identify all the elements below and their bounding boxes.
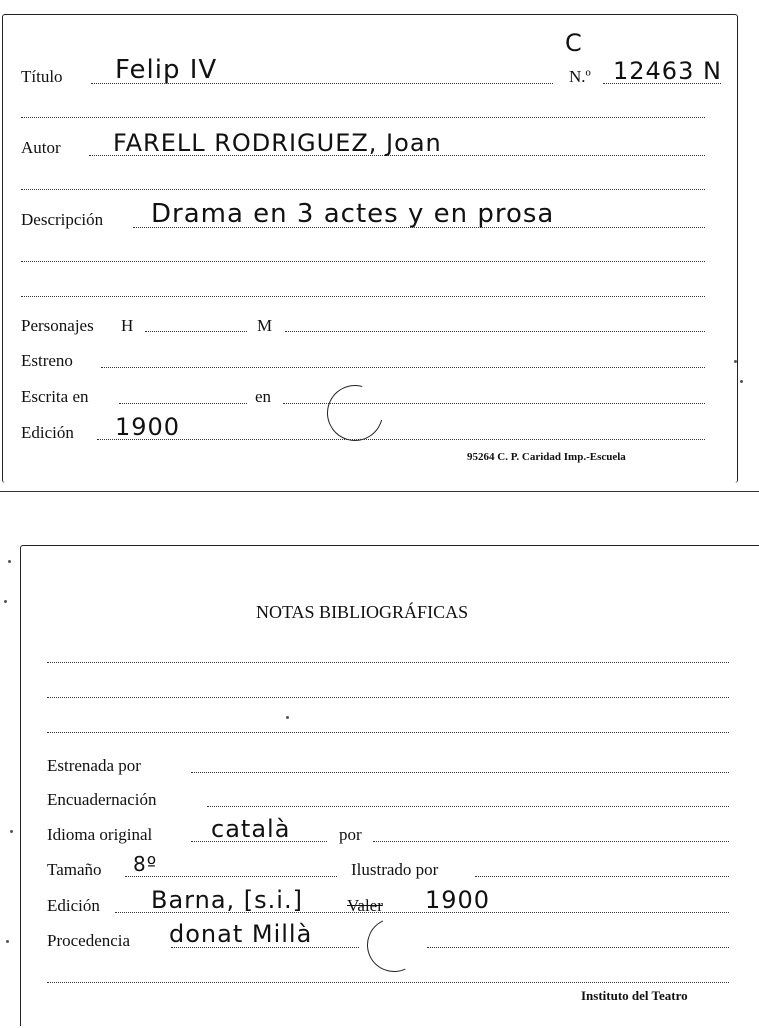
idioma-value: català [211,815,291,843]
idioma-por-label: por [339,825,362,844]
catalog-card-back [20,545,759,1026]
idioma-label: Idioma original [47,825,153,844]
titulo-label: Título [21,67,63,86]
tamano-label: Tamaño [47,860,102,879]
escrita-line [119,403,247,404]
tamano-line [125,876,337,877]
numero-label: N.º [569,67,591,86]
personajes-m-line [285,331,705,332]
personajes-label: Personajes [21,316,94,335]
procedencia-line-2 [427,947,729,948]
corner-mark: C [565,29,583,57]
titulo-line-2 [21,117,705,118]
encuadernacion-line [207,806,729,807]
valer-label: Valer [347,896,383,915]
notas-line-2 [47,697,729,698]
catalog-card-front [2,14,738,483]
procedencia-label: Procedencia [47,931,131,950]
edicion-label: Edición [21,423,74,442]
scan-speck [4,600,7,603]
autor-value: FARELL RODRIGUEZ, Joan [113,129,442,157]
escrita-en-label: en [255,387,272,406]
scan-speck [6,940,9,943]
estreno-line [101,367,705,368]
ilustrado-line [475,876,729,877]
descripcion-value: Drama en 3 actes y en prosa [151,199,555,229]
numero-value: 12463 N [613,57,722,85]
descripcion-line-3 [21,296,705,297]
notas-heading: NOTAS BIBLIOGRÁFICAS [256,602,469,622]
edicion-value: 1900 [115,413,181,441]
card-separator [0,491,759,492]
edicion-place: Barna, [s.i.] [151,886,303,914]
personajes-h-label: H [121,316,134,335]
estrenada-label: Estrenada por [47,756,141,775]
personajes-h-line [145,331,247,332]
titulo-value: Felip IV [115,55,218,85]
notas-line-3 [47,732,729,733]
ilustrado-label: Ilustrado por [351,860,439,879]
scan-speck [286,716,289,719]
encuadernacion-label: Encuadernación [47,790,157,809]
scan-speck [10,830,13,833]
idioma-por-line [373,841,729,842]
descripcion-line-2 [21,261,705,262]
edicion-line [97,439,705,440]
procedencia-value: donat Millà [169,920,313,948]
tamano-value: 8º [133,852,158,876]
printer-imprint: 95264 C. P. Caridad Imp.-Escuela [467,451,626,463]
scan-speck [8,560,11,563]
escrita-label: Escrita en [21,387,89,406]
edicion-year: 1900 [425,886,491,914]
personajes-m-label: M [257,316,273,335]
scan-speck [734,360,737,363]
scan-speck [740,380,743,383]
institute-footer: Instituto del Teatro [581,988,688,1003]
estreno-label: Estreno [21,351,73,370]
autor-label: Autor [21,138,61,157]
back-final-line [47,982,729,983]
notas-line-1 [47,662,729,663]
seal-circle-back [359,910,428,979]
estrenada-line [191,772,729,773]
autor-line-2 [21,189,705,190]
back-edicion-label: Edición [47,896,100,915]
descripcion-label: Descripción [21,210,104,229]
